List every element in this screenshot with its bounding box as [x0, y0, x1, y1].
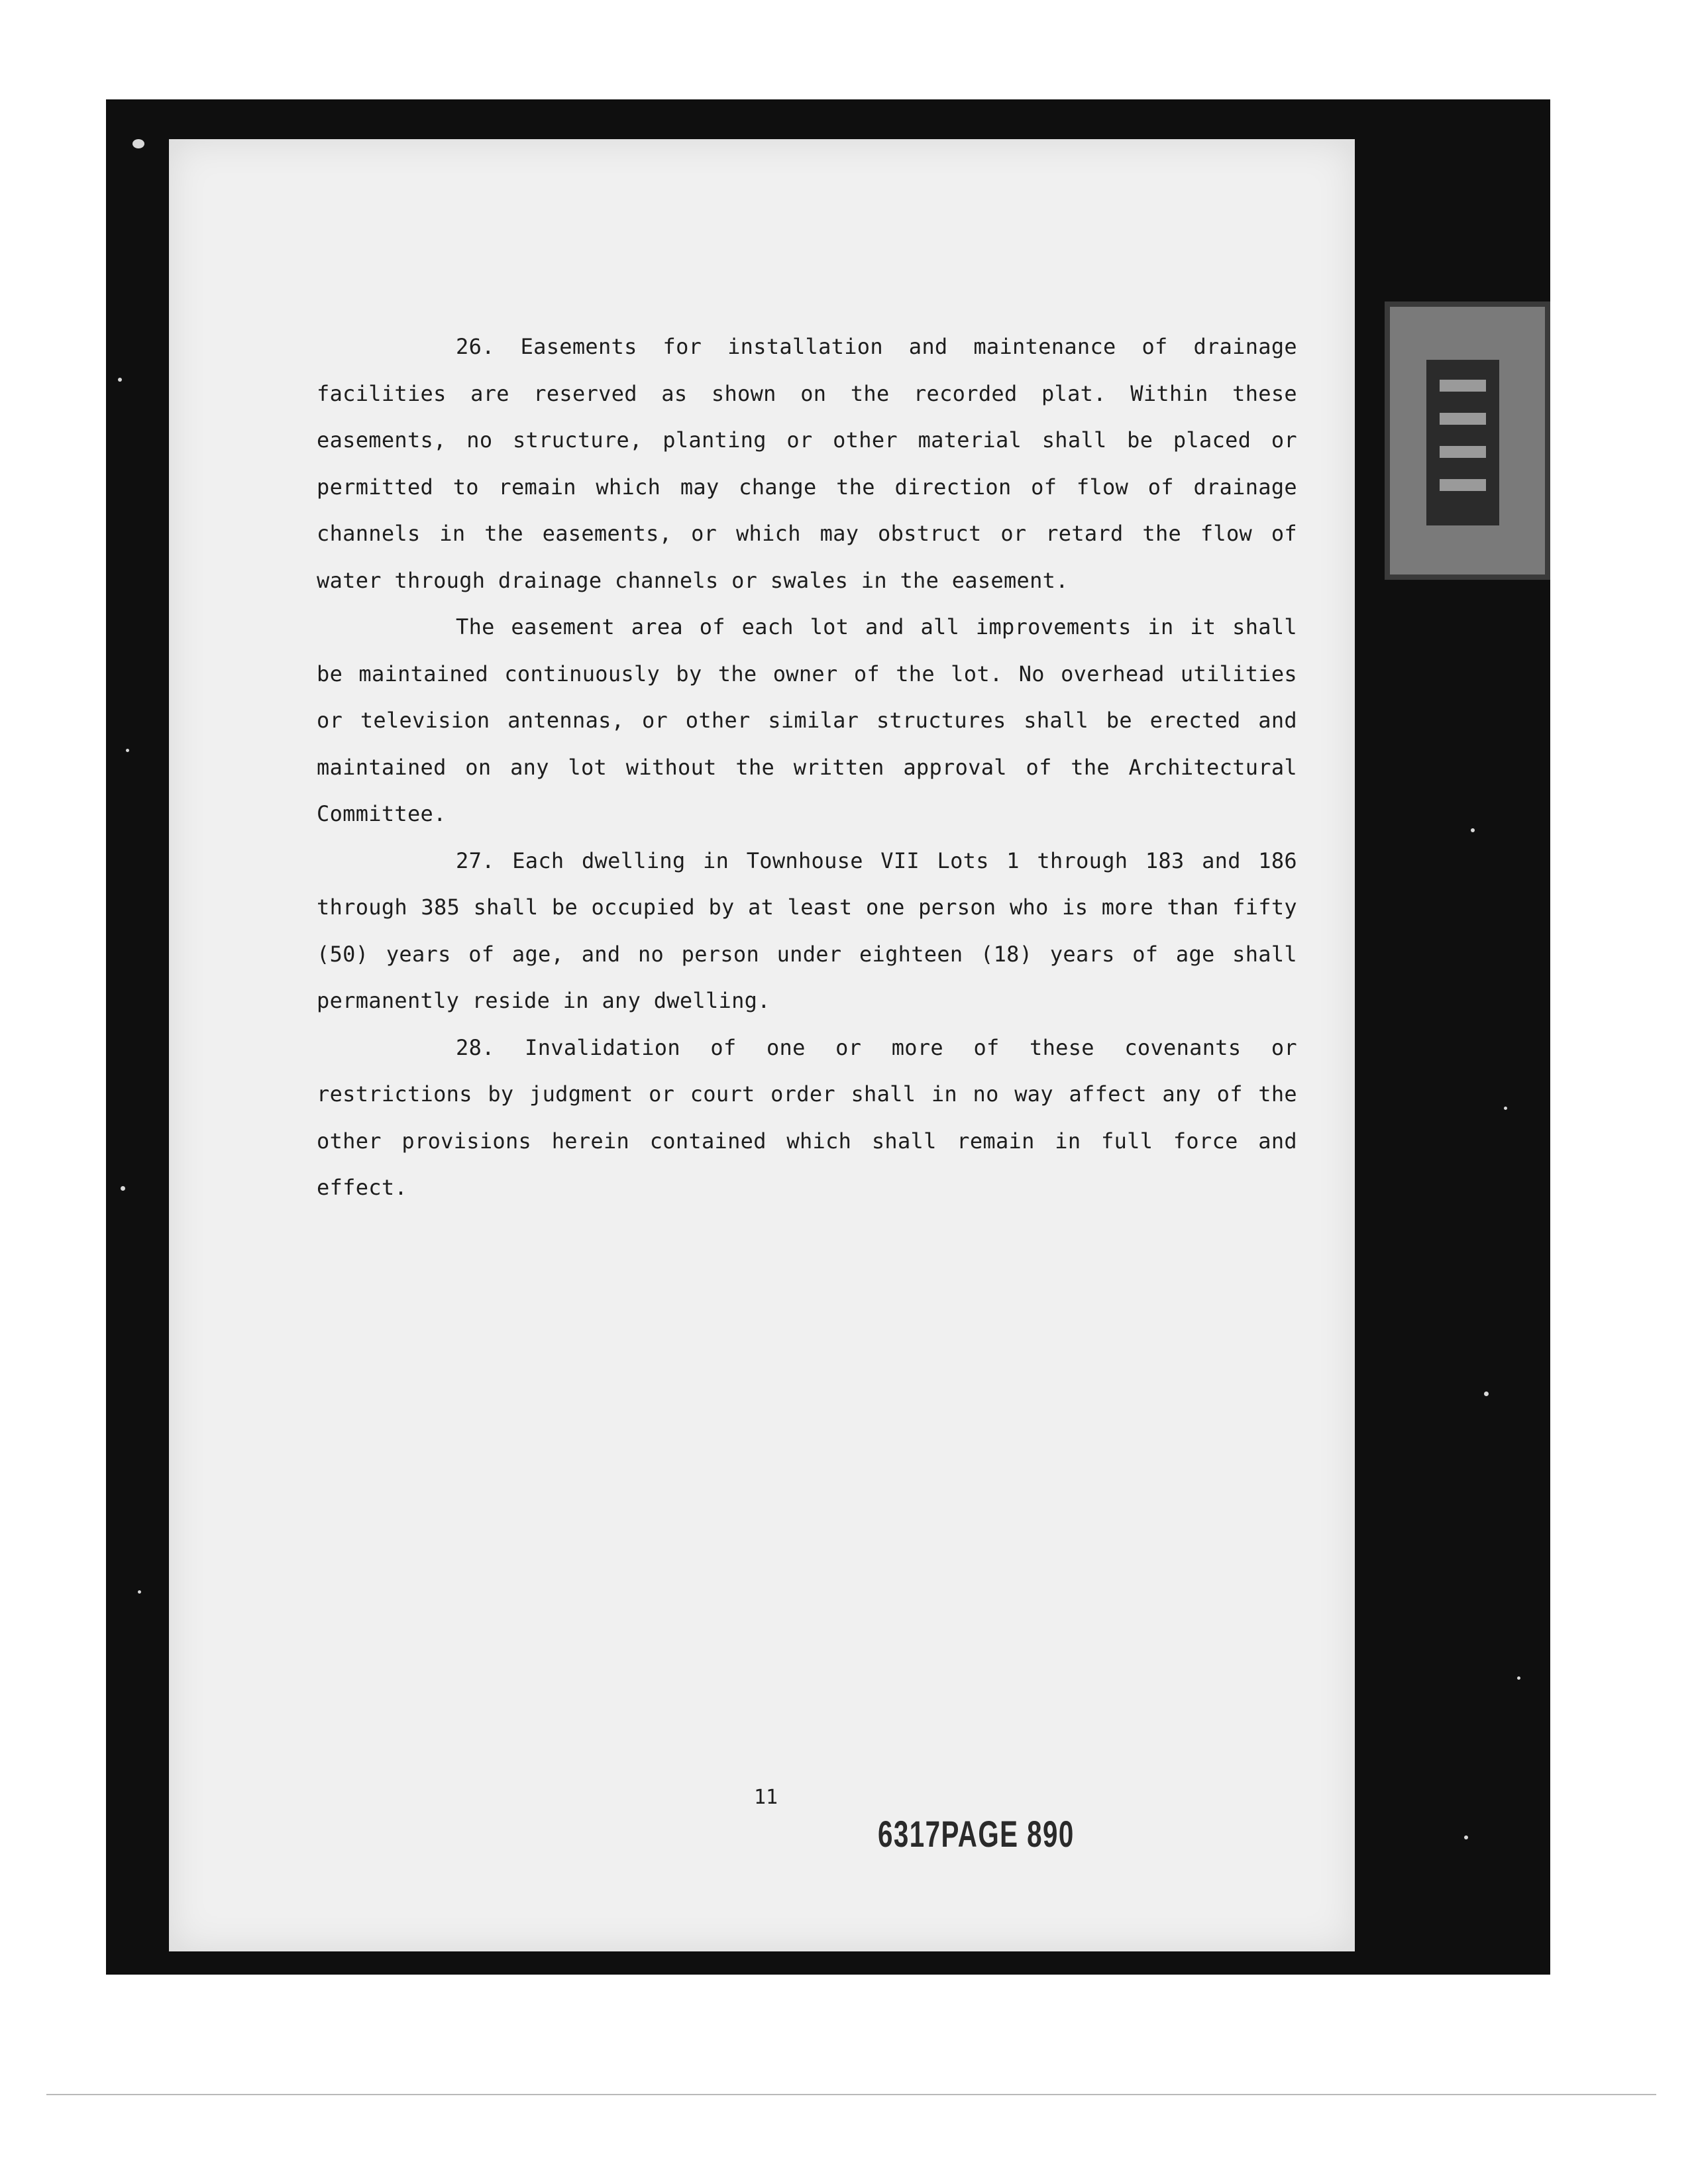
- paragraph-26: 26. Easements for installation and maintenance of drainage facilities are reserved as shown on the recorded plat. Within these easements, no structure, planting or other material shall be placed or permitted to remain which may change the direction of flow of drainage channels in the easements, or which may obstruct or retard the flow of water through drainage channels or swales in the easement.: [317, 334, 1297, 593]
- page-number: 11: [754, 1786, 778, 1809]
- scan-bottom-rule: [46, 2094, 1656, 2095]
- paragraph-27: 27. Each dwelling in Townhouse VII Lots 1 through 183 and 186 through 385 shall be occupied by at least one person who is more than fifty (50) years of age, and no person under eighteen (18) years of age shall permanently reside in any dwelling.: [317, 847, 1297, 1013]
- side-clip-object: [1385, 301, 1550, 580]
- paragraph-easement-maintenance: The easement area of each lot and all improvements in it shall be maintained continuously by the owner of the lot. No overhead utilities or television antennas, or other similar structures shall be erected and maintained on any lot without the written approval of the Architectural Committee.: [317, 614, 1297, 826]
- document-body: [317, 323, 1297, 1211]
- book-page-stamp: 6317PAGE 890: [878, 1813, 1075, 1855]
- paragraph-28: 28. Invalidation of one or more of these covenants or restrictions by judgment or court order shall in no way affect any of the other provisions herein contained which shall remain in full force and effect.: [317, 1034, 1297, 1200]
